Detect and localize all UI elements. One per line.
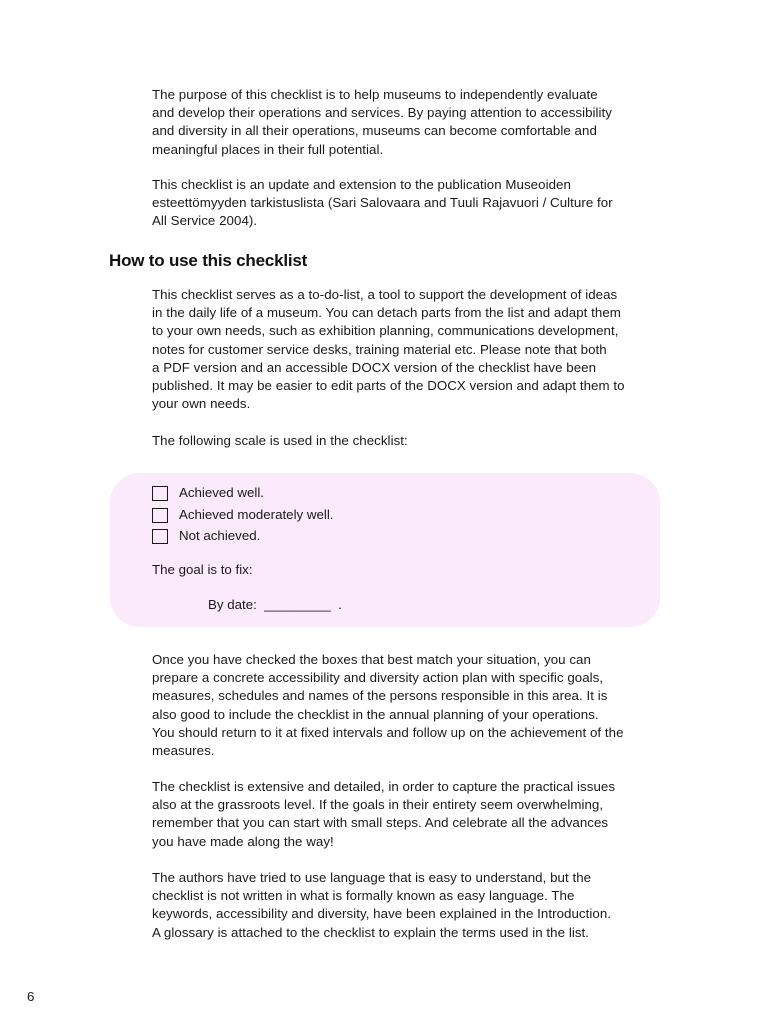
by-date-field: By date: _________ . xyxy=(208,597,342,612)
intro-paragraph-purpose: The purpose of this checklist is to help museums to independently evaluate and develop their operations and services. By paying attention to accessibility and diversity in all their operations, museums can become comfortable and meaningful places in their full potential. xyxy=(152,87,613,157)
after-paragraph-language: The authors have tried to use language that is easy to understand, but the checklist is not written in what is formally known as easy language. The keywords, accessibility and diversity, have been explained in the Introduction. A glossary is attached to the checklist to explain the terms used in the list. xyxy=(152,870,612,940)
checkbox[interactable] xyxy=(152,529,168,544)
scale-item xyxy=(152,527,260,545)
checkbox[interactable] xyxy=(152,508,168,523)
section-heading: How to use this checklist xyxy=(109,251,308,270)
goal-text: The goal is to fix: xyxy=(152,562,253,577)
after-paragraph-action-plan: Once you have checked the boxes that best match your situation, you can prepare a concrete accessibility and diversity action plan with specific goals, measures, schedules and names of the persons responsible in this area. It is also good to include the checklist in the annual planning of your operations. You should return to it at fixed intervals and follow up on the achievement of the measures. xyxy=(152,652,624,759)
section-paragraph-usage: This checklist serves as a to-do-list, a tool to support the development of ideas in the daily life of a museum. You can detach parts from the list and adapt them to your own needs, such as exhibition planning, communications development, notes for customer service desks, training material etc. Please note that both a PDF version and an accessible DOCX version of the checklist have been published. It may be easier to edit parts of the DOCX version and adapt them to your own needs. xyxy=(152,287,625,412)
page-number: 6 xyxy=(27,989,35,1004)
section-paragraph-scale-intro: The following scale is used in the checklist: xyxy=(152,433,408,448)
scale-item-label: Not achieved. xyxy=(179,528,261,543)
scale-item-label: Achieved moderately well. xyxy=(179,507,334,522)
checkbox[interactable] xyxy=(152,486,168,501)
scale-item xyxy=(152,484,264,502)
intro-paragraph-update: This checklist is an update and extension to the publication Museoiden esteettömyyden tarkistuslista (Sari Salovaara and Tuuli Rajavuori / Culture for All Service 2004). xyxy=(152,177,613,229)
scale-item xyxy=(152,506,333,524)
scale-item-label: Achieved well. xyxy=(179,485,264,500)
after-paragraph-extensive: The checklist is extensive and detailed, in order to capture the practical issues also at the grassroots level. If the goals in their entirety seem overwhelming, remember that you can start with small steps. And celebrate all the advances you have made along the way! xyxy=(152,779,616,849)
